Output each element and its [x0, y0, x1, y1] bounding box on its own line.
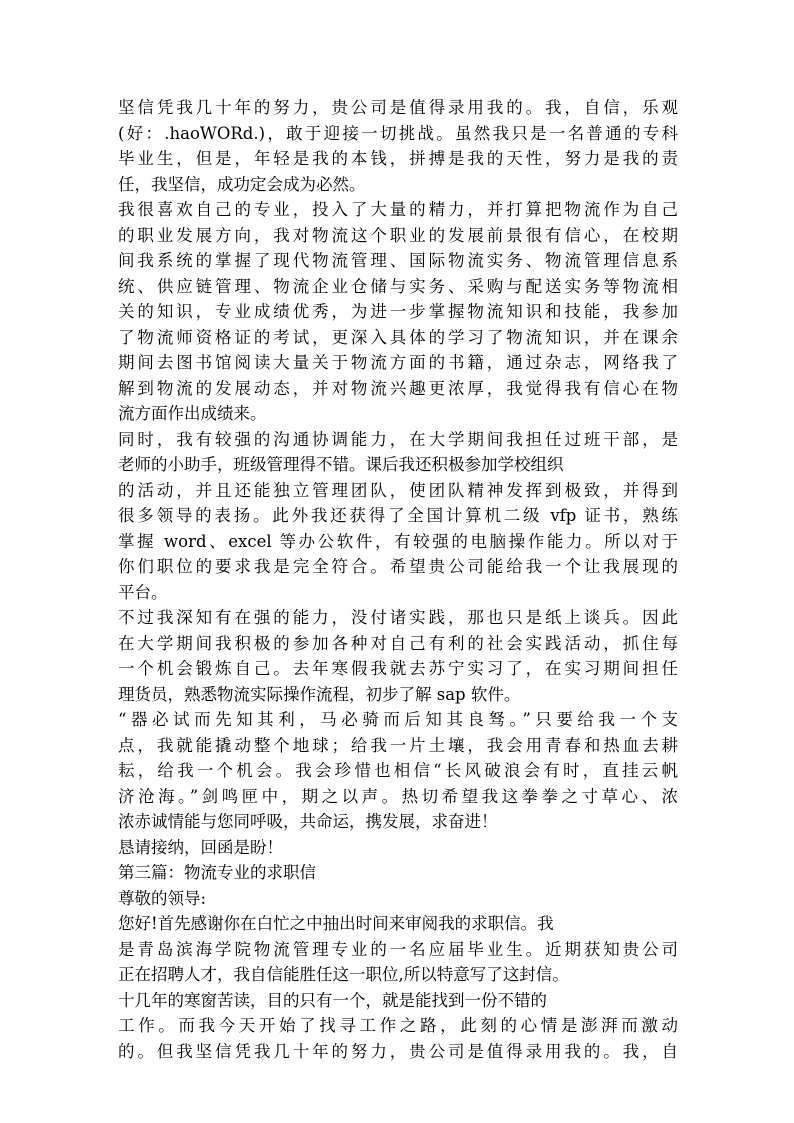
text-line: (好：.haoWORd.)，敢于迎接一切挑战。虽然我只是一名普通的专科: [118, 123, 678, 143]
text-line: 第三篇：物流专业的求职信: [118, 863, 316, 882]
text-line: 期间去图书馆阅读大量关于物流方面的书籍，通过杂志，网络我了: [118, 353, 678, 372]
text-line: 同时，我有较强的沟通协调能力，在大学期间我担任过班干部，是: [118, 429, 678, 449]
text-line: 坚信凭我几十年的努力，贵公司是值得录用我的。我，自信，乐观: [118, 98, 678, 117]
text-line: 掌握 word、excel 等办公软件，有较强的电脑操作能力。所以对于: [118, 531, 678, 551]
text-line: 是青岛滨海学院物流管理专业的一名应届毕业生。近期获知贵公司: [118, 939, 678, 959]
text-line: 正在招聘人才，我自信能胜任这一职位,所以特意写了这封信。: [118, 965, 569, 984]
text-line: 流方面作出成绩来。: [118, 404, 267, 423]
text-line: 的活动，并且还能独立管理团队，使团队精神发挥到极致，并得到: [118, 480, 678, 500]
text-line: 尊敬的领导:: [118, 888, 207, 908]
text-line: 关的知识，专业成绩优秀，为进一步掌握物流知识和技能，我参加: [118, 302, 678, 321]
document-page: [118, 95, 678, 1064]
text-line: 理货员，熟悉物流实际操作流程，初步了解 sap 软件。: [118, 684, 521, 704]
text-line: “器必试而先知其利，马必骑而后知其良驽。”只要给我一个支: [118, 710, 678, 729]
text-line: 济沧海。”剑鸣匣中，期之以声。热切希望我这拳拳之寸草心、浓: [118, 786, 678, 806]
text-line: 您好!首先感谢你在白忙之中抽出时间来审阅我的求职信。我: [118, 914, 554, 933]
text-line: 不过我深知有在强的能力，没付诸实践，那也只是纸上谈兵。因此: [118, 608, 678, 627]
text-line: 十几年的寒窗苦读，目的只有一个，就是能找到一份不错的: [118, 990, 547, 1010]
text-line: 我很喜欢自己的专业，投入了大量的精力，并打算把物流作为自己: [118, 200, 678, 219]
text-line: 耘，给我一个机会。我会珍惜也相信“长风破浪会有时，直挂云帆: [118, 761, 678, 780]
text-line: 解到物流的发展动态，并对物流兴趣更浓厚，我觉得我有信心在物: [118, 378, 678, 398]
text-line: 了物流师资格证的考试，更深入具体的学习了物流知识，并在课余: [118, 327, 678, 347]
text-line: 老师的小助手，班级管理得不错。课后我还积极参加学校组织: [118, 455, 564, 474]
text-line: 一个机会锻炼自己。去年寒假我就去苏宁实习了，在实习期间担任: [118, 659, 678, 678]
text-line: 你们职位的要求我是完全符合。希望贵公司能给我一个让我展现的: [118, 557, 678, 576]
text-line: 点，我就能撬动整个地球；给我一片土壤，我会用青春和热血去耕: [118, 735, 678, 755]
text-line: 浓赤诚情能与您同呼吸，共命运，携发展，求奋进！: [118, 812, 498, 831]
text-line: 间我系统的掌握了现代物流管理、国际物流实务、物流管理信息系: [118, 251, 678, 270]
text-line: 任，我坚信，成功定会成为必然。: [118, 174, 366, 194]
text-line: 的。但我坚信凭我几十年的努力，贵公司是值得录用我的。我，自: [118, 1041, 678, 1061]
text-line: 的职业发展方向，我对物流这个职业的发展前景很有信心，在校期: [118, 225, 678, 245]
text-line: 恳请接纳，回函是盼！: [118, 837, 283, 857]
text-line: 很多领导的表扬。此外我还获得了全国计算机二级 vfp 证书，熟练: [118, 506, 678, 525]
text-line: 在大学期间我积极的参加各种对自己有利的社会实践活动，抓住每: [118, 633, 678, 653]
text-line: 毕业生，但是，年轻是我的本钱，拼搏是我的天性，努力是我的责: [118, 149, 678, 168]
text-line: 统、供应链管理、物流企业仓储与实务、采购与配送实务等物流相: [118, 276, 678, 296]
text-line: 平台。: [118, 582, 168, 602]
text-line: 工作。而我今天开始了找寻工作之路，此刻的心情是澎湃而激动: [118, 1016, 678, 1035]
